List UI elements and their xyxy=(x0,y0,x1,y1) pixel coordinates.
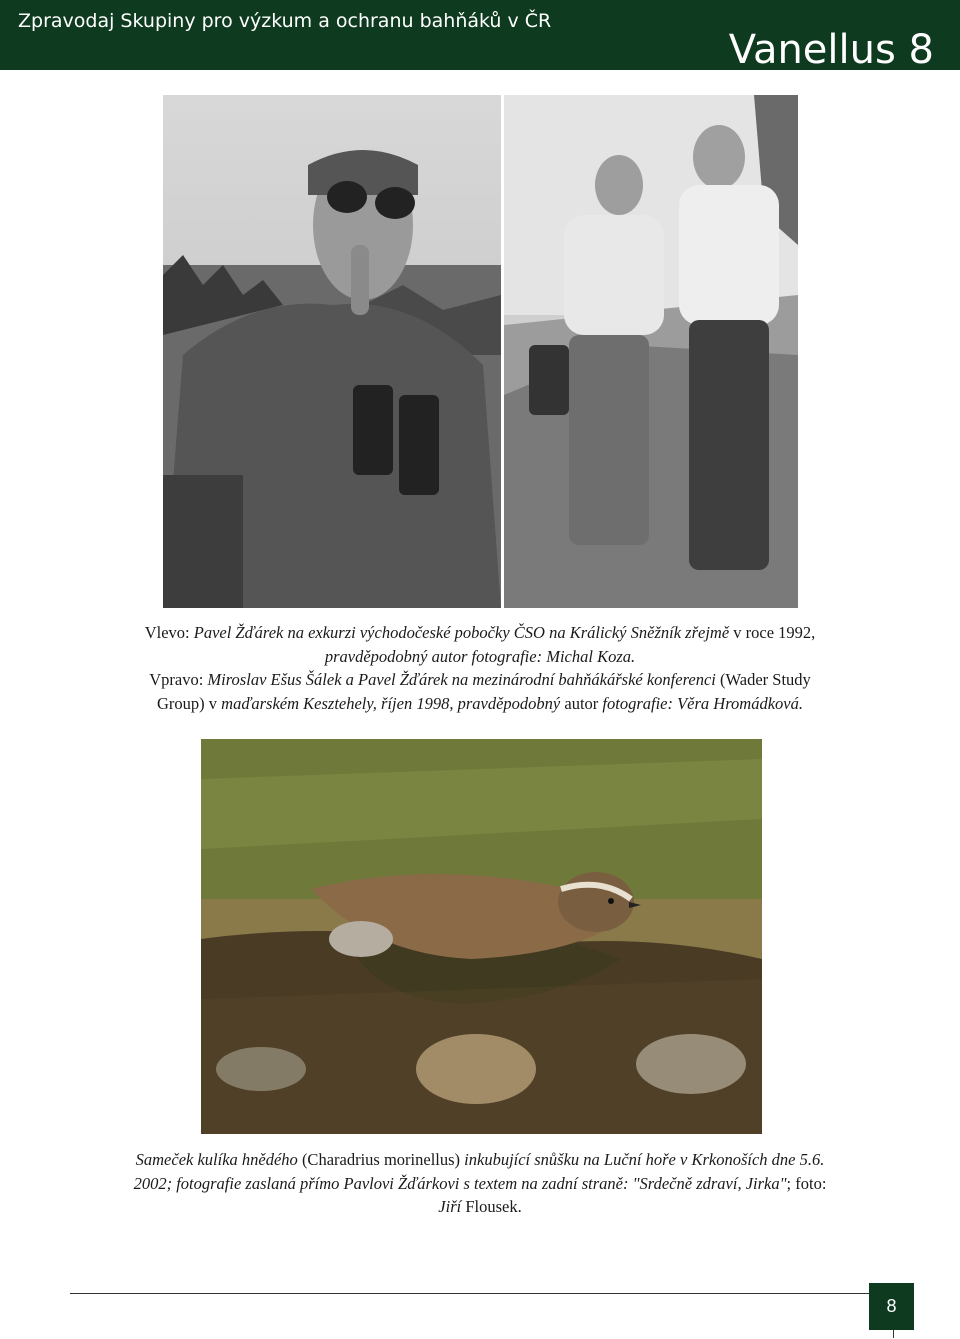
caption-top: Vlevo: Pavel Žďárek na exkurzi východočeské pobočky ČSO na Králický Sněžník zřejmě v roce 1992, pravděpodobný autor fotografie: Michal Koza. Vpravo: Miroslav Ešus Šálek a Pavel Žďárek na mezinárodní bahňákářské konferenci (Wader Study Group) v maďarském Kesztehely, říjen 1998, pravděpodobný autor fotografie: Věra Hromádková. xyxy=(144,623,816,713)
page-number: 8 xyxy=(869,1283,914,1330)
footer-tick xyxy=(893,1330,894,1338)
photo-salek-zdarek xyxy=(504,95,798,608)
page-header xyxy=(0,0,960,73)
photo-dotterel-nest xyxy=(201,739,762,1134)
caption-bottom: Sameček kulíka hnědého (Charadrius morinellus) inkubující snůšku na Luční hoře v Krkonoších dne 5.6. 2002; fotografie zaslaná přímo Pavlovi Žďárkovi s textem na zadní straně: "Srdečně zdraví, Jirka"; foto: Jiří Flousek. xyxy=(133,1150,827,1216)
newsletter-title: Zpravodaj Skupiny pro výzkum a ochranu bahňáků v ČR xyxy=(18,10,552,32)
footer-rule xyxy=(70,1293,870,1294)
issue-title: Vanellus 8 xyxy=(728,27,934,73)
photo-pavel-zdarek xyxy=(163,95,501,608)
